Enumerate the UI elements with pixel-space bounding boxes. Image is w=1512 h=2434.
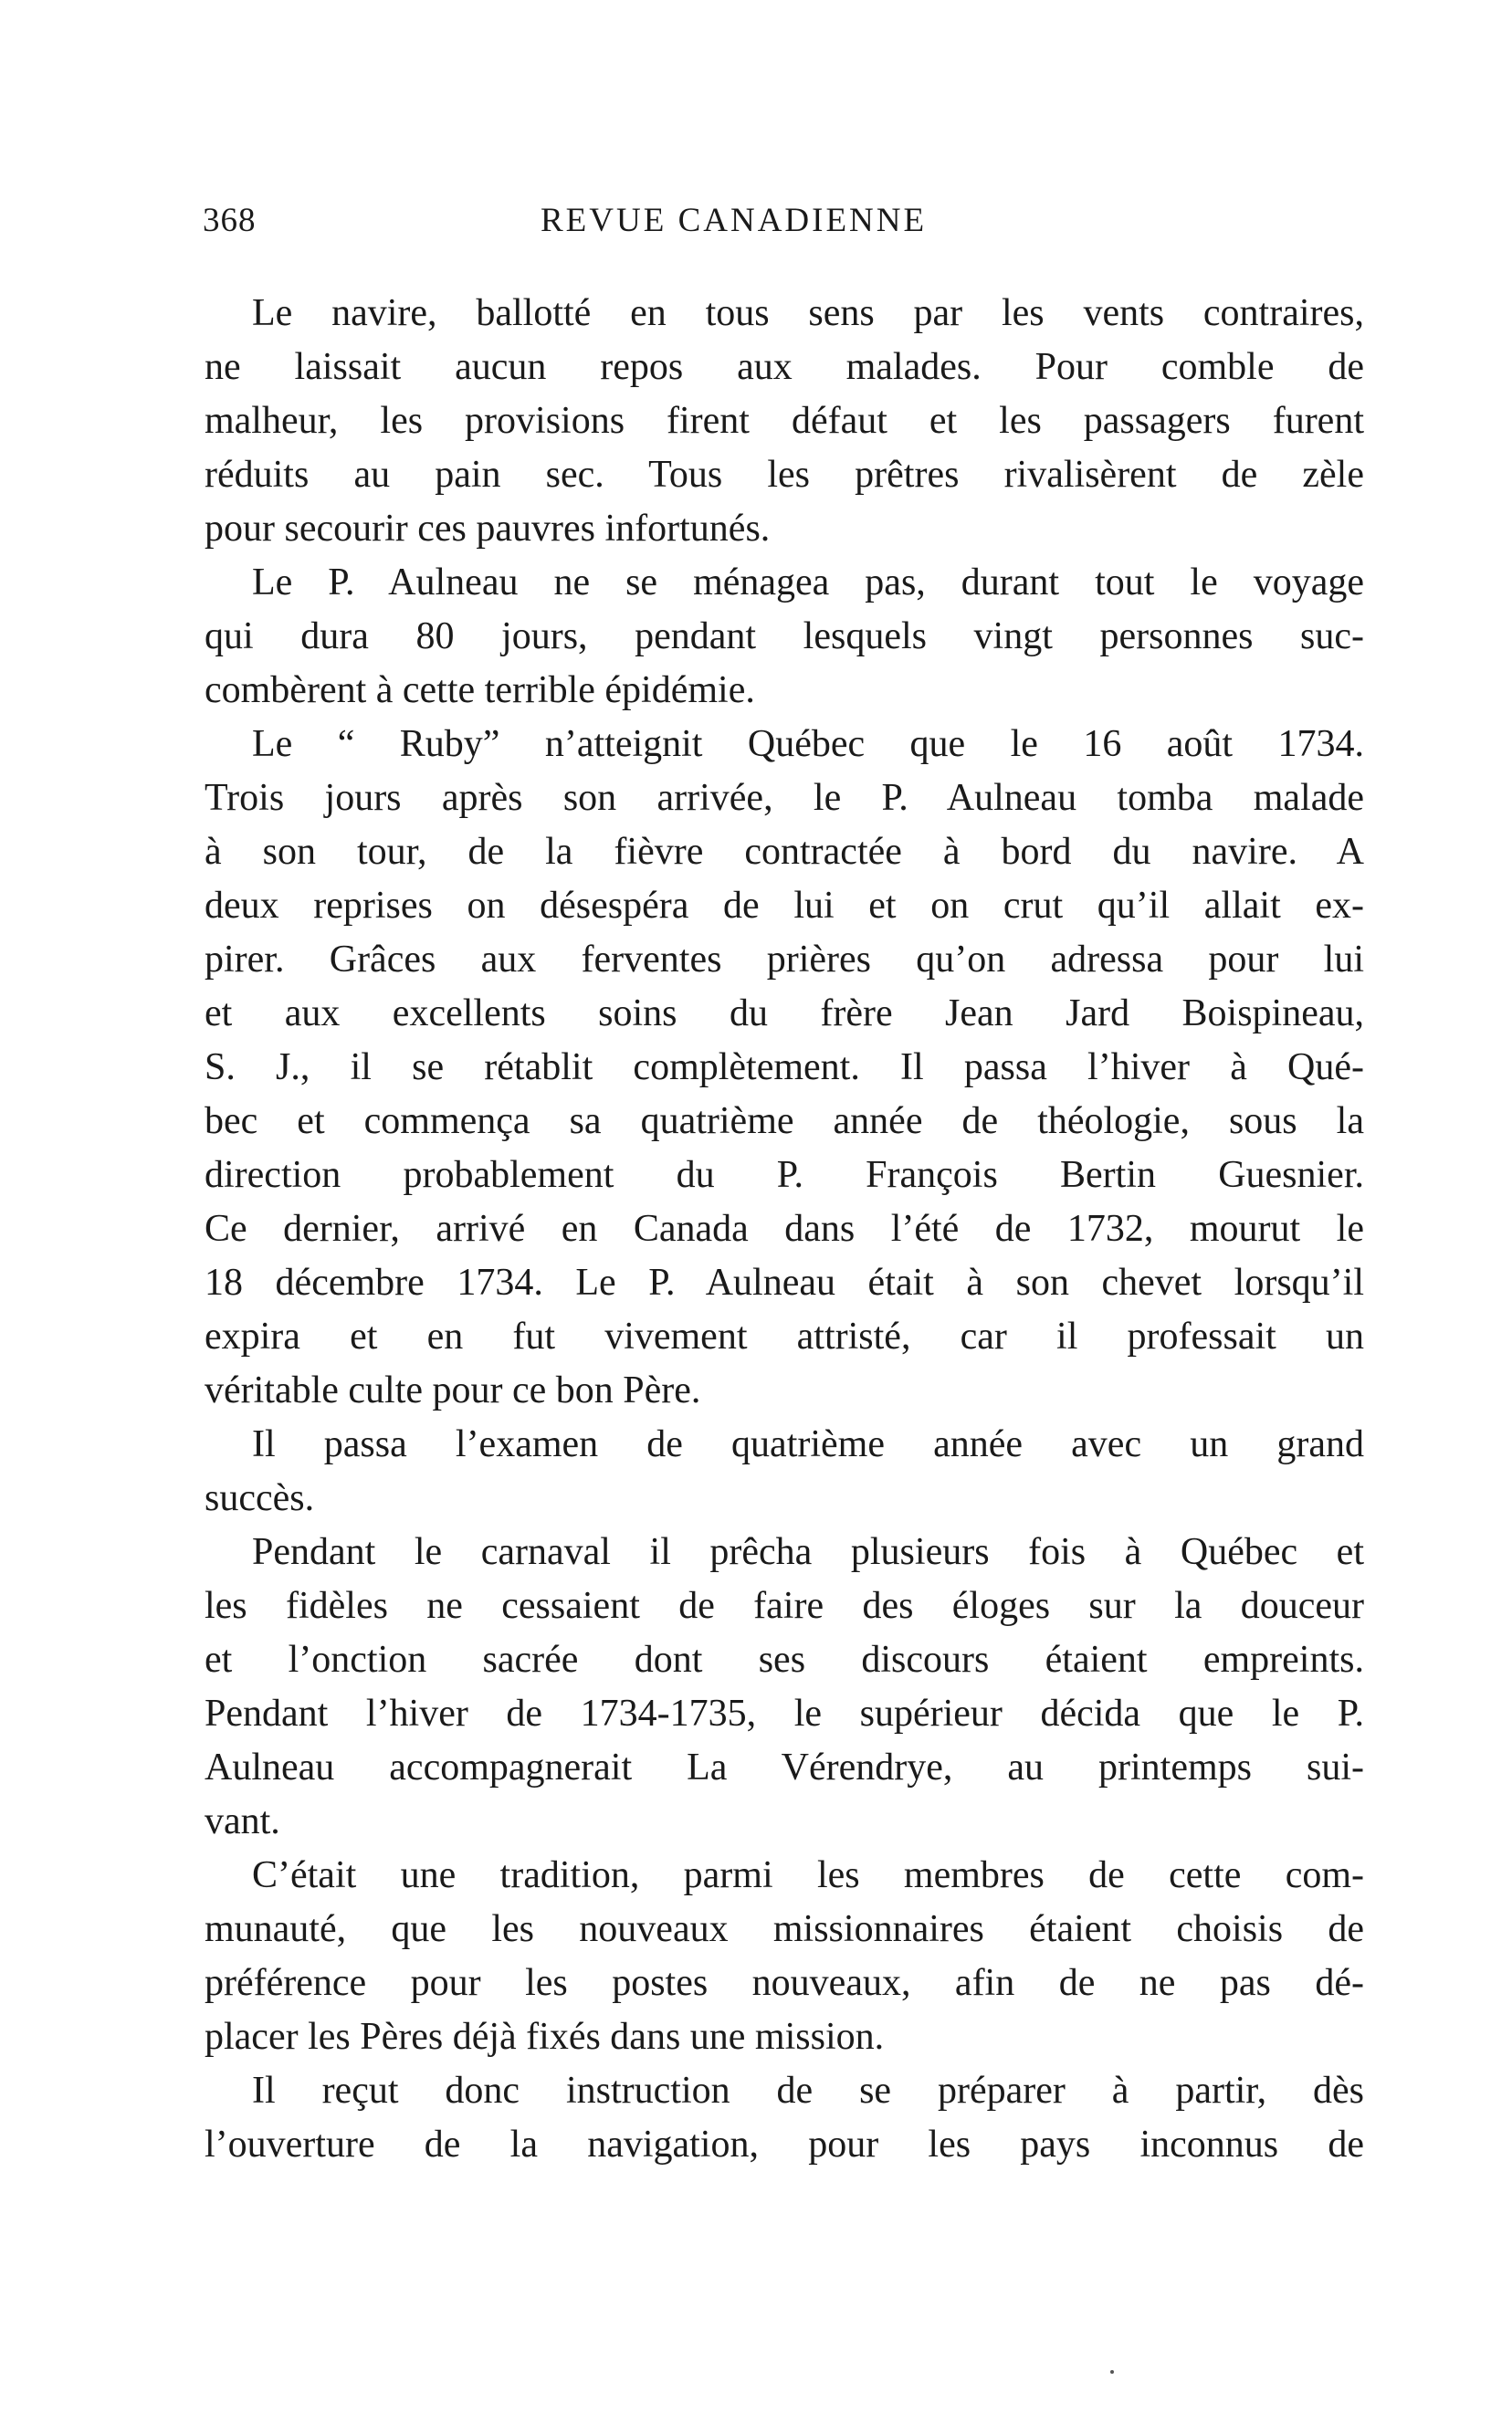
text-line: munauté, que les nouveaux missionnaires étaient choisis de (205, 1908, 1364, 1950)
text-line: bec et commença sa quatrième année de théologie, sous la (205, 1100, 1364, 1142)
text-line: Ce dernier, arrivé en Canada dans l’été de 1732, mourut le (205, 1208, 1364, 1250)
paragraph (205, 718, 1364, 1418)
text-line: Le P. Aulneau ne se ménagea pas, durant tout le voyage (252, 561, 1364, 603)
text-line: Aulneau accompagnerait La Vérendrye, au printemps sui- (205, 1747, 1364, 1789)
paragraph (205, 1526, 1364, 1849)
text-line: Le navire, ballotté en tous sens par les vents contraires, (252, 292, 1364, 334)
text-line: combèrent à cette terrible épidémie. (205, 669, 755, 711)
text-line: 18 décembre 1734. Le P. Aulneau était à son chevet lorsqu’il (205, 1262, 1364, 1304)
page-number: 368 (203, 202, 257, 239)
text-line: Trois jours après son arrivée, le P. Aulneau tomba malade (205, 777, 1364, 819)
text-line: Il reçut donc instruction de se préparer à partir, dès (252, 2070, 1364, 2112)
text-line: malheur, les provisions firent défaut et les passagers furent (205, 400, 1364, 442)
paragraph (205, 2064, 1364, 2172)
running-title: REVUE CANADIENNE (541, 202, 928, 239)
text-line: Pendant l’hiver de 1734-1735, le supérieur décida que le P. (205, 1693, 1364, 1735)
text-line: pirer. Grâces aux ferventes prières qu’on adressa pour lui (205, 939, 1364, 981)
text-line: préférence pour les postes nouveaux, afin de ne pas dé- (205, 1962, 1364, 2004)
text-line: Pendant le carnaval il prêcha plusieurs fois à Québec et (252, 1531, 1364, 1573)
page-header (203, 201, 1367, 256)
text-line: véritable culte pour ce bon Père. (205, 1369, 701, 1411)
text-line: les fidèles ne cessaient de faire des éloges sur la douceur (205, 1585, 1364, 1627)
paragraph (205, 287, 1364, 556)
text-line: à son tour, de la fièvre contractée à bord du navire. A (205, 831, 1364, 873)
text-line: Il passa l’examen de quatrième année avec un grand (252, 1423, 1364, 1465)
text-line: direction probablement du P. François Bertin Guesnier. (205, 1154, 1364, 1196)
text-line: et l’onction sacrée dont ses discours étaient empreints. (205, 1639, 1364, 1681)
paragraph (205, 556, 1364, 718)
text-line: Le “ Ruby” n’atteignit Québec que le 16 août 1734. (252, 723, 1364, 765)
body-text (205, 287, 1364, 2172)
text-line: qui dura 80 jours, pendant lesquels vingt personnes suc- (205, 615, 1364, 657)
text-line: succès. (205, 1477, 315, 1519)
text-line: placer les Pères déjà fixés dans une mission. (205, 2016, 885, 2058)
text-line: C’était une tradition, parmi les membres de cette com- (252, 1854, 1364, 1896)
text-line: deux reprises on désespéra de lui et on crut qu’il allait ex- (205, 885, 1364, 927)
text-line: et aux excellents soins du frère Jean Jard Boispineau, (205, 992, 1364, 1034)
text-line: expira et en fut vivement attristé, car il professait un (205, 1316, 1364, 1358)
text-line: vant. (205, 1800, 280, 1842)
paragraph (205, 1849, 1364, 2064)
text-line: ne laissait aucun repos aux malades. Pour comble de (205, 346, 1364, 388)
paragraph (205, 1418, 1364, 1526)
print-speck (1110, 2370, 1114, 2374)
text-line: S. J., il se rétablit complètement. Il passa l’hiver à Qué- (205, 1046, 1364, 1088)
text-line: réduits au pain sec. Tous les prêtres rivalisèrent de zèle (205, 454, 1364, 496)
text-line: l’ouverture de la navigation, pour les pays inconnus de (205, 2124, 1364, 2166)
text-line: pour secourir ces pauvres infortunés. (205, 508, 771, 550)
